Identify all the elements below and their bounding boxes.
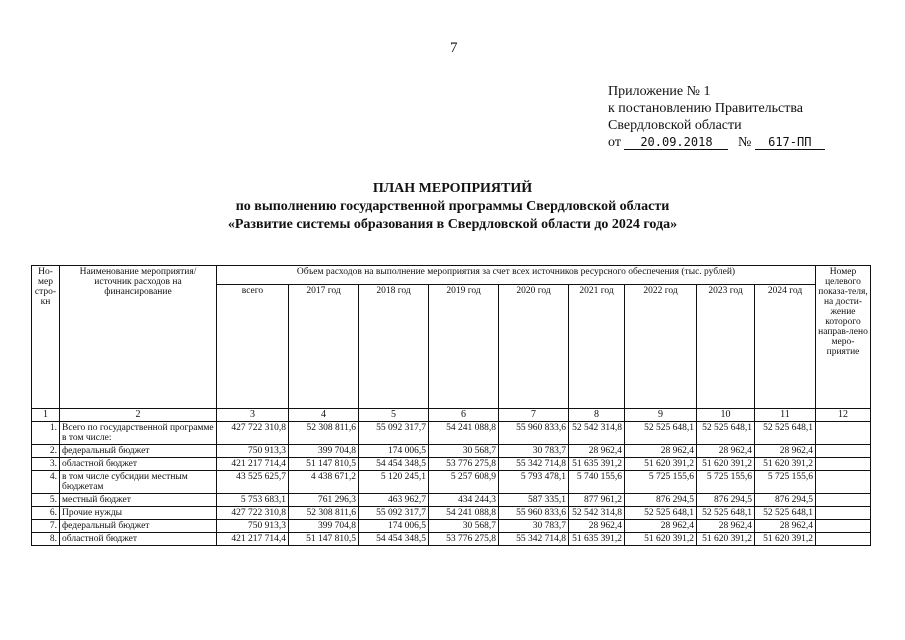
row-value: 463 962,7 [359,494,429,507]
row-value: 51 620 391,2 [697,533,755,546]
row-name: федеральный бюджет [60,445,217,458]
row-value: 52 525 648,1 [755,507,816,520]
row-value: 30 568,7 [429,520,499,533]
column-number: 6 [429,409,499,422]
table-row [32,445,871,458]
header-year: 2018 год [359,285,429,409]
row-value: 54 241 088,8 [429,507,499,520]
row-target [816,533,871,546]
row-value: 174 006,5 [359,520,429,533]
row-target [816,494,871,507]
title-line-3: «Развитие системы образования в Свердловской области до 2024 года» [227,217,678,232]
row-number: 6. [32,507,60,520]
row-value: 427 722 310,8 [217,507,289,520]
row-value: 52 542 314,8 [569,507,625,520]
row-target [816,458,871,471]
date-prefix: от [608,135,621,150]
row-target [816,445,871,458]
row-value: 876 294,5 [755,494,816,507]
header-row-number: Но-мер стро-кн [32,266,60,409]
row-value: 427 722 310,8 [217,422,289,445]
row-value: 51 620 391,2 [755,533,816,546]
row-value: 52 308 811,6 [289,422,359,445]
table-row [32,494,871,507]
row-value: 174 006,5 [359,445,429,458]
column-number: 4 [289,409,359,422]
table-row [32,471,871,494]
row-value: 52 542 314,8 [569,422,625,445]
resolution-number: 617-ПП [755,135,825,150]
row-value: 5 793 478,1 [499,471,569,494]
header-year: 2021 год [569,285,625,409]
row-value: 52 525 648,1 [755,422,816,445]
row-value: 51 147 810,5 [289,533,359,546]
row-value: 52 525 648,1 [625,422,697,445]
row-value: 399 704,8 [289,520,359,533]
table-body [32,422,871,546]
table-row [32,533,871,546]
row-value: 876 294,5 [697,494,755,507]
row-value: 52 525 648,1 [697,422,755,445]
row-number: 7. [32,520,60,533]
row-target [816,471,871,494]
column-number: 12 [816,409,871,422]
row-value: 421 217 714,4 [217,458,289,471]
row-number: 3. [32,458,60,471]
row-value: 55 092 317,7 [359,507,429,520]
row-name: в том числе субсидии местным бюджетам [60,471,217,494]
header-year: 2022 год [625,285,697,409]
column-number: 3 [217,409,289,422]
row-value: 750 913,3 [217,520,289,533]
column-number: 5 [359,409,429,422]
row-value: 28 962,4 [569,520,625,533]
row-target [816,422,871,445]
row-number: 8. [32,533,60,546]
row-value: 51 620 391,2 [755,458,816,471]
column-number: 1 [32,409,60,422]
appendix-line-1: Приложение № 1 [608,84,711,99]
table-row [32,422,871,445]
appendix-date-line [608,134,825,151]
column-number: 10 [697,409,755,422]
page-number: 7 [450,40,458,56]
number-prefix: № [737,135,752,150]
header-event-name: Наименование мероприятия/ источник расходов на финансирование [60,266,217,409]
column-number: 11 [755,409,816,422]
row-value: 54 454 348,5 [359,533,429,546]
table-row [32,507,871,520]
row-value: 51 147 810,5 [289,458,359,471]
row-value: 43 525 625,7 [217,471,289,494]
row-value: 5 725 155,6 [625,471,697,494]
row-value: 761 296,3 [289,494,359,507]
row-value: 5 257 608,9 [429,471,499,494]
appendix-block [608,83,825,151]
document-title [0,180,905,234]
row-value: 55 342 714,8 [499,458,569,471]
row-value: 52 525 648,1 [625,507,697,520]
row-value: 51 620 391,2 [625,458,697,471]
table-header-row [32,266,871,285]
row-value: 28 962,4 [625,520,697,533]
row-value: 52 308 811,6 [289,507,359,520]
column-number: 7 [499,409,569,422]
row-value: 28 962,4 [625,445,697,458]
row-value: 30 568,7 [429,445,499,458]
row-value: 54 241 088,8 [429,422,499,445]
row-value: 51 620 391,2 [625,533,697,546]
row-value: 4 438 671,2 [289,471,359,494]
row-value: 51 620 391,2 [697,458,755,471]
column-number: 2 [60,409,217,422]
row-value: 28 962,4 [755,520,816,533]
row-value: 399 704,8 [289,445,359,458]
row-name: федеральный бюджет [60,520,217,533]
plan-table [31,265,871,546]
row-value: 30 783,7 [499,520,569,533]
row-value: 5 753 683,1 [217,494,289,507]
row-value: 28 962,4 [697,520,755,533]
row-number: 5. [32,494,60,507]
header-year: 2024 год [755,285,816,409]
row-value: 55 342 714,8 [499,533,569,546]
header-target-indicator: Номер целевого показа-теля, на дости-жение которого направ-лено меро-приятие [816,266,871,409]
row-value: 52 525 648,1 [697,507,755,520]
row-value: 5 740 155,6 [569,471,625,494]
column-number-row [32,409,871,422]
table-row [32,520,871,533]
row-value: 877 961,2 [569,494,625,507]
header-expense-volume: Объем расходов на выполнение мероприятия за счет всех источников ресурсного обеспечения (тыс. рублей) [217,266,816,285]
row-value: 28 962,4 [697,445,755,458]
row-value: 55 092 317,7 [359,422,429,445]
row-value: 5 120 245,1 [359,471,429,494]
row-value: 28 962,4 [755,445,816,458]
header-year: всего [217,285,289,409]
row-value: 55 960 833,6 [499,507,569,520]
resolution-date: 20.09.2018 [624,135,728,150]
row-name: Прочие нужды [60,507,217,520]
row-value: 5 725 155,6 [755,471,816,494]
title-line-1: ПЛАН МЕРОПРИЯТИЙ [372,181,533,196]
header-year: 2023 год [697,285,755,409]
row-value: 53 776 275,8 [429,533,499,546]
row-number: 1. [32,422,60,445]
row-value: 876 294,5 [625,494,697,507]
row-target [816,520,871,533]
row-value: 55 960 833,6 [499,422,569,445]
row-value: 587 335,1 [499,494,569,507]
row-value: 51 635 391,2 [569,458,625,471]
row-name: Всего по государственной программе в том числе: [60,422,217,445]
row-name: областной бюджет [60,458,217,471]
column-number: 8 [569,409,625,422]
row-value: 434 244,3 [429,494,499,507]
row-value: 28 962,4 [569,445,625,458]
appendix-line-3: Свердловской области [608,118,742,133]
header-year: 2020 год [499,285,569,409]
column-number: 9 [625,409,697,422]
row-value: 750 913,3 [217,445,289,458]
row-name: местный бюджет [60,494,217,507]
row-number: 2. [32,445,60,458]
row-value: 54 454 348,5 [359,458,429,471]
row-name: областной бюджет [60,533,217,546]
title-line-2: по выполнению государственной программы Свердловской области [235,199,670,214]
appendix-line-2: к постановлению Правительства [608,101,804,116]
table-row [32,458,871,471]
row-value: 421 217 714,4 [217,533,289,546]
header-year: 2017 год [289,285,359,409]
row-value: 5 725 155,6 [697,471,755,494]
row-target [816,507,871,520]
row-number: 4. [32,471,60,494]
header-year: 2019 год [429,285,499,409]
row-value: 53 776 275,8 [429,458,499,471]
row-value: 51 635 391,2 [569,533,625,546]
row-value: 30 783,7 [499,445,569,458]
